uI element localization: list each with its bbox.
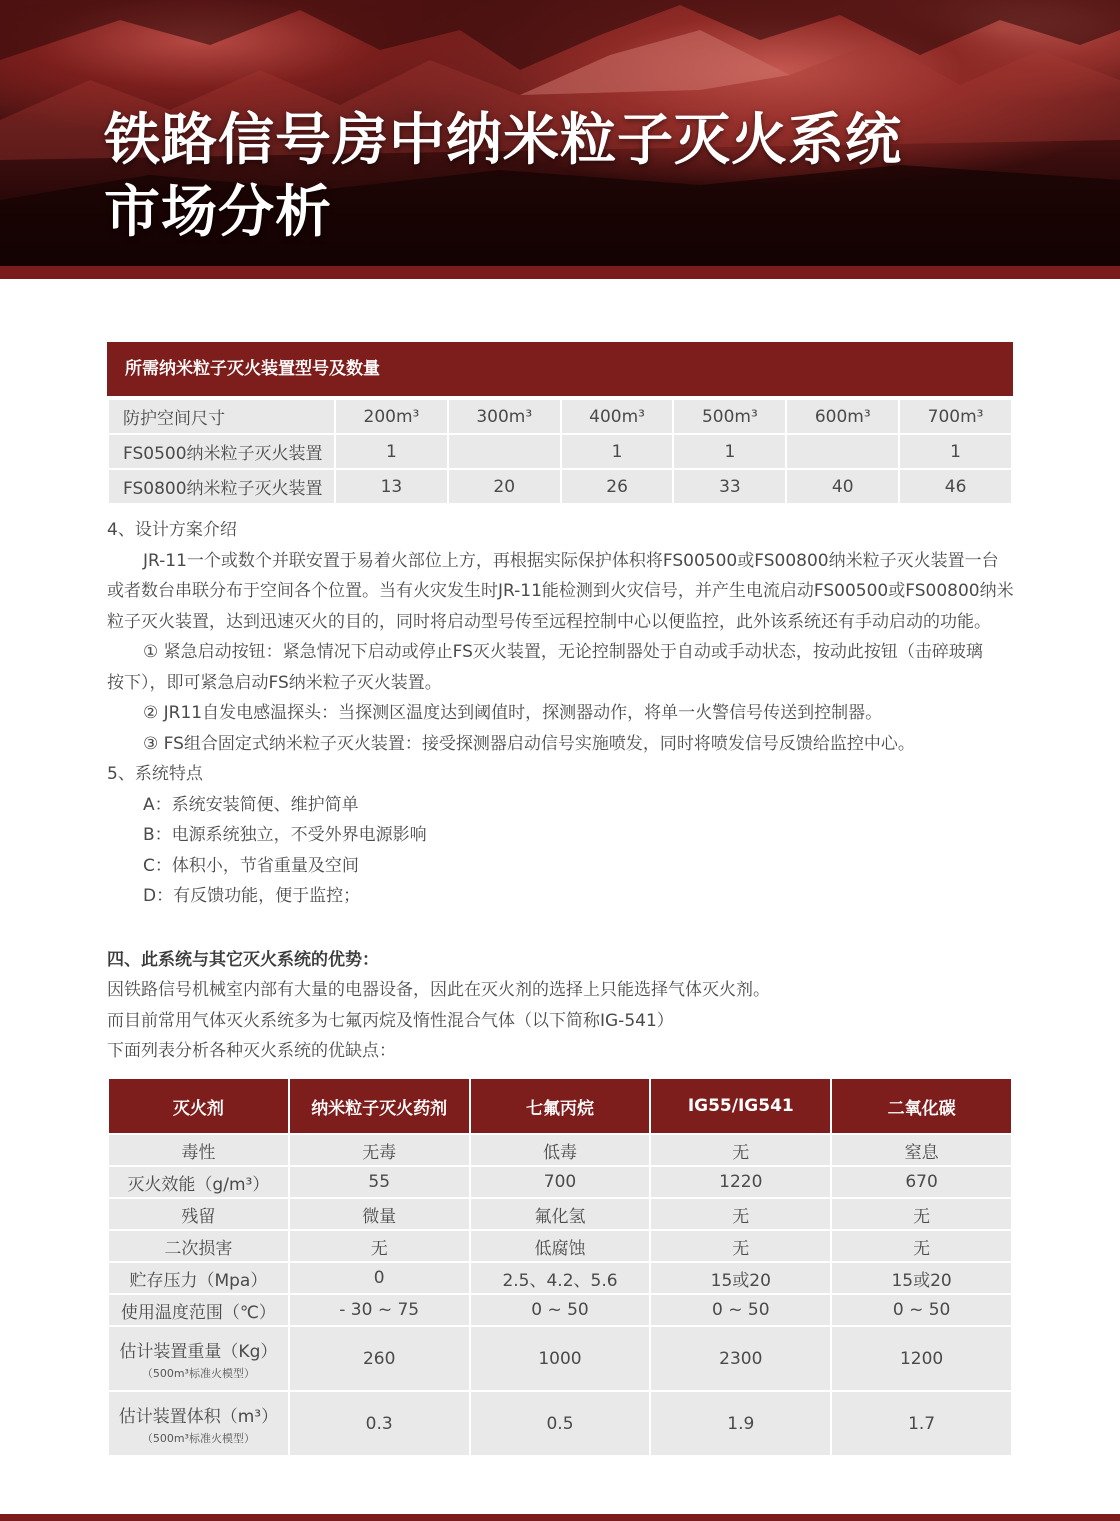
feature-item: C：体积小，节省重量及空间 — [143, 855, 359, 876]
page-title-line1: 铁路信号房中纳米粒子灭火系统 — [104, 108, 902, 173]
table-row — [108, 399, 1012, 434]
feature-item: A：系统安装简便、维护简单 — [143, 794, 359, 815]
paragraph-line: 而目前常用气体灭火系统多为七氟丙烷及惰性混合气体（以下简称IG-541） — [107, 1010, 674, 1031]
table-cell: 1 — [899, 434, 1012, 469]
table-cell: FS0500纳米粒子灭火装置 — [108, 434, 335, 469]
table-cell: 1.9 — [650, 1391, 831, 1456]
table-row — [108, 1262, 1012, 1294]
table-cell: 贮存压力（Mpa） — [108, 1262, 289, 1294]
table-cell: FS0800纳米粒子灭火装置 — [108, 469, 335, 504]
table-cell: 0 ~ 50 — [831, 1294, 1012, 1326]
device-table — [107, 398, 1013, 505]
footer-divider — [0, 1514, 1120, 1521]
column-header: 七氟丙烷 — [470, 1079, 651, 1134]
table-row — [108, 1294, 1012, 1326]
table-row — [108, 469, 1012, 504]
section-heading-design: 4、设计方案介绍 — [107, 520, 237, 540]
table-cell: 1200 — [831, 1326, 1012, 1391]
table-cell: 200m³ — [335, 399, 448, 434]
row-label: 估计装置重量（Kg） — [119, 1341, 278, 1362]
table-cell: 无 — [289, 1230, 470, 1262]
paragraph-line: 按下），即可紧急启动FS纳米粒子灭火装置。 — [107, 672, 442, 693]
table-cell — [448, 434, 561, 469]
table-cell: 26 — [561, 469, 674, 504]
banner-divider — [0, 266, 1120, 279]
table-cell: 无 — [650, 1198, 831, 1230]
table-cell: 无毒 — [289, 1134, 470, 1166]
table-row — [108, 1326, 1012, 1391]
table-row — [108, 1166, 1012, 1198]
table-cell: 微量 — [289, 1198, 470, 1230]
table-cell: 15或20 — [650, 1262, 831, 1294]
table-cell: 残留 — [108, 1198, 289, 1230]
advantages-text — [107, 975, 1027, 1067]
table-cell: 低腐蚀 — [470, 1230, 651, 1262]
table-cell: 1.7 — [831, 1391, 1012, 1456]
paragraph-line: 或者数台串联分布于空间各个位置。当有火灾发生时JR-11能检测到火灾信号，并产生电流启动FS00500或FS00800纳米 — [107, 581, 1014, 601]
table-cell: 55 — [289, 1166, 470, 1198]
table-cell: 13 — [335, 469, 448, 504]
table-cell: 窒息 — [831, 1134, 1012, 1166]
table-cell: 20 — [448, 469, 561, 504]
table-cell: 260 — [289, 1326, 470, 1391]
paragraph-line: JR-11一个或数个并联安置于易着火部位上方，再根据实际保护体积将FS00500或FS00800纳米粒子灭火装置一台 — [143, 550, 999, 571]
row-note: （500m³标准火模型） — [141, 1431, 255, 1445]
feature-item: B：电源系统独立，不受外界电源影响 — [143, 825, 427, 845]
table-header-row — [108, 1079, 1012, 1134]
table-cell: 1 — [561, 434, 674, 469]
paragraph-line: ① 紧急启动按钮：紧急情况下启动或停止FS灭火装置，无论控制器处于自动或手动状态，按动此按钮（击碎玻璃 — [143, 642, 983, 662]
table-cell: 二次损害 — [108, 1230, 289, 1262]
column-header: 灭火剂 — [108, 1079, 289, 1134]
paragraph-line: 粒子灭火装置，达到迅速灭火的目的，同时将启动型号传至远程控制中心以便监控，此外该系统还有手动启动的功能。 — [107, 611, 991, 632]
device-table-title: 所需纳米粒子灭火装置型号及数量 — [107, 342, 1013, 396]
table-cell: 700m³ — [899, 399, 1012, 434]
table-row — [108, 1134, 1012, 1166]
table-cell: 300m³ — [448, 399, 561, 434]
column-header: 纳米粒子灭火药剂 — [289, 1079, 470, 1134]
table-row — [108, 1230, 1012, 1262]
table-cell: 1000 — [470, 1326, 651, 1391]
paragraph-line: 因铁路信号机械室内部有大量的电器设备，因此在灭火剂的选择上只能选择气体灭火剂。 — [107, 980, 770, 1000]
table-cell: 1 — [673, 434, 786, 469]
table-cell: 无 — [650, 1230, 831, 1262]
table-cell: 无 — [650, 1134, 831, 1166]
table-cell: 40 — [786, 469, 899, 504]
table-cell: 1 — [335, 434, 448, 469]
table-row — [108, 1198, 1012, 1230]
table-cell: 无 — [831, 1230, 1012, 1262]
table-cell: 0 ~ 50 — [650, 1294, 831, 1326]
table-cell: 0 ~ 50 — [470, 1294, 651, 1326]
table-cell — [786, 434, 899, 469]
table-cell: 灭火效能（g/m³） — [108, 1166, 289, 1198]
table-cell: 低毒 — [470, 1134, 651, 1166]
table-cell: 46 — [899, 469, 1012, 504]
table-cell: 防护空间尺寸 — [108, 399, 335, 434]
feature-item: D：有反馈功能，便于监控； — [143, 886, 361, 906]
section-heading-features: 5、系统特点 — [107, 764, 203, 784]
paragraph-line: ③ FS组合固定式纳米粒子灭火装置：接受探测器启动信号实施喷发，同时将喷发信号反馈给监控中心。 — [143, 733, 915, 754]
column-header: IG55/IG541 — [650, 1079, 831, 1134]
table-cell: 500m³ — [673, 399, 786, 434]
table-cell — [108, 1391, 289, 1456]
table-cell: 600m³ — [786, 399, 899, 434]
body-text — [107, 515, 1027, 970]
table-cell: 0 — [289, 1262, 470, 1294]
table-cell: 400m³ — [561, 399, 674, 434]
header-banner — [0, 0, 1120, 270]
page-title-line2: 市场分析 — [104, 180, 332, 245]
table-cell: 2300 — [650, 1326, 831, 1391]
row-label: 估计装置体积（m³） — [118, 1406, 279, 1427]
table-cell: - 30 ~ 75 — [289, 1294, 470, 1326]
column-header: 二氧化碳 — [831, 1079, 1012, 1134]
table-cell: 氟化氢 — [470, 1198, 651, 1230]
table-cell: 670 — [831, 1166, 1012, 1198]
table-cell: 700 — [470, 1166, 651, 1198]
paragraph-line: ② JR11自发电感温探头：当探测区温度达到阈值时，探测器动作，将单一火警信号传送到控制器。 — [143, 703, 883, 723]
table-cell: 0.5 — [470, 1391, 651, 1456]
paragraph-line: 下面列表分析各种灭火系统的优缺点： — [107, 1041, 396, 1061]
table-cell: 无 — [831, 1198, 1012, 1230]
table-cell: 33 — [673, 469, 786, 504]
table-cell — [108, 1326, 289, 1391]
section-heading-advantages — [107, 945, 379, 976]
table-cell: 1220 — [650, 1166, 831, 1198]
table-cell: 毒性 — [108, 1134, 289, 1166]
table-cell: 2.5、4.2、5.6 — [470, 1262, 651, 1294]
compare-table — [107, 1079, 1013, 1457]
advantages-heading: 四、此系统与其它灭火系统的优势： — [107, 950, 379, 970]
table-row — [108, 434, 1012, 469]
table-cell: 15或20 — [831, 1262, 1012, 1294]
table-cell: 0.3 — [289, 1391, 470, 1456]
table-row — [108, 1391, 1012, 1456]
table-cell: 使用温度范围（℃） — [108, 1294, 289, 1326]
row-note: （500m³标准火模型） — [141, 1366, 255, 1380]
